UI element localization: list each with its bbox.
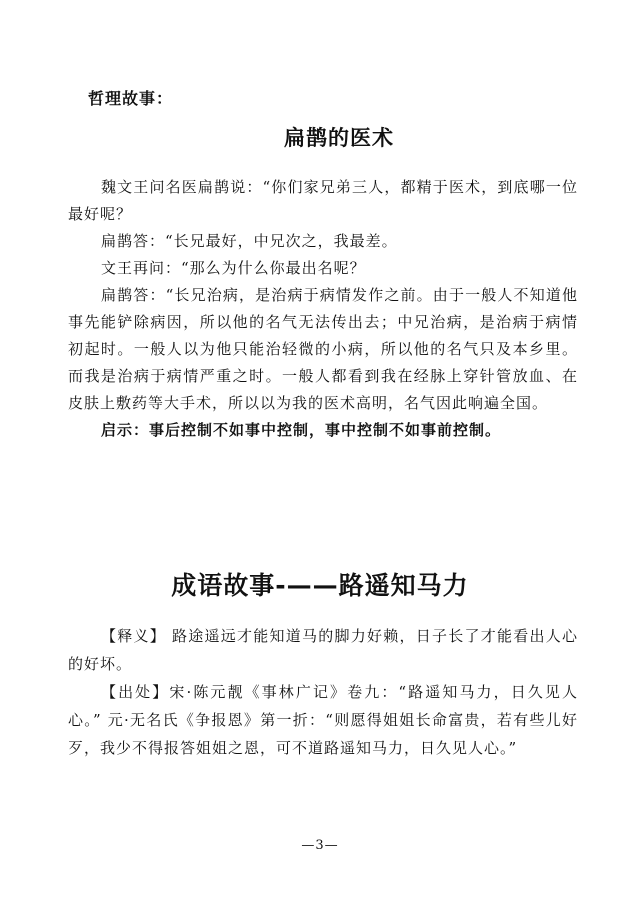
idiom-body: [68, 622, 578, 762]
paragraph: 魏文王问名医扁鹊说：“你们家兄弟三人，都精于医术，到底哪一位最好呢？: [68, 178, 578, 223]
paragraph: 扁鹊答：“长兄治病，是治病于病情发作之前。由于一般人不知道他事先能铲除病因，所以他的名气无法传出去；中兄治病，是治病于病情初起时。一般人以为他只能治轻微的小病，所以他的名气只及本乡里。而我是治病于病情严重之时。一般人都看到我在经脉上穿针管放血、在皮肤上敷药等大手术，所以以为我的医术高明，名气因此响遍全国。: [68, 286, 578, 412]
story-body: [68, 174, 578, 444]
moral-text: 启示：事后控制不如事中控制，事中控制不如事前控制。: [101, 421, 502, 439]
page-number: —3—: [301, 838, 339, 853]
paragraph: 【出处】宋·陈元靓《事林广记》卷九：“路遥知马力，日久见人心。” 元·无名氏《争报恩》第一折：“则愿得姐姐长命富贵，若有些儿好歹，我少不得报答姐姐之恩，可不道路遥知马力，日久见人心。”: [68, 683, 578, 757]
paragraph: 扁鹊答：“长兄最好，中兄次之，我最差。: [101, 232, 398, 250]
idiom-title: 成语故事-——路遥知马力: [171, 571, 469, 600]
story-title: 扁鹊的医术: [284, 126, 394, 150]
paragraph: 文王再问：“那么为什么你最出名呢？: [101, 259, 366, 277]
paragraph: 【释义】 路途遥远才能知道马的脚力好赖，日子长了才能看出人心的好坏。: [68, 627, 578, 673]
section-label: 哲理故事：: [88, 89, 174, 108]
